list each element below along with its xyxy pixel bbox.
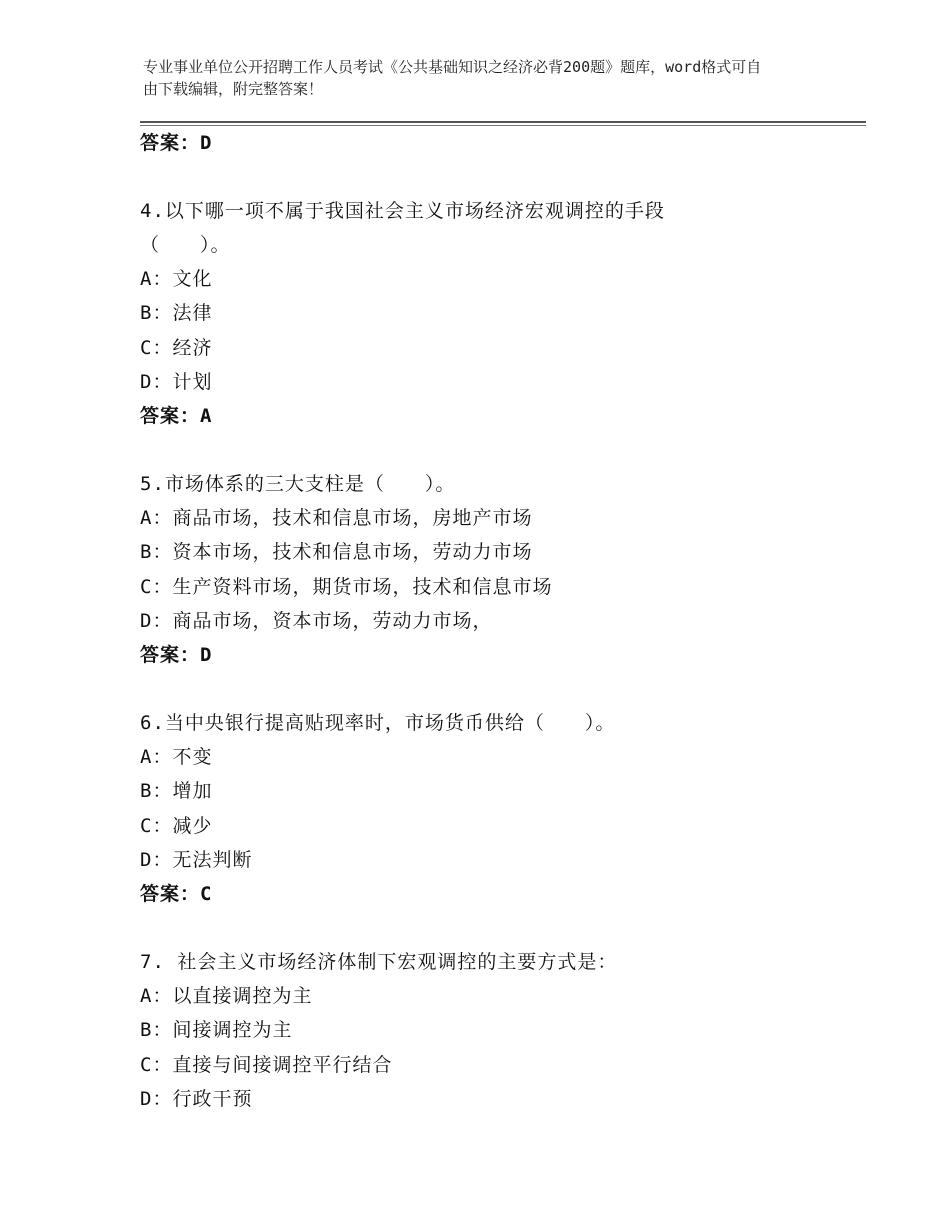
- option-line: A：不变: [140, 746, 213, 768]
- option-line: D：商品市场，资本市场，劳动力市场，: [140, 610, 493, 632]
- option-line: B：间接调控为主: [140, 1019, 293, 1041]
- option-line: D：无法判断: [140, 849, 253, 871]
- option-line: B：资本市场，技术和信息市场，劳动力市场: [140, 541, 533, 563]
- header-divider-thin: [140, 125, 866, 126]
- answer-line: 答案：A: [140, 405, 213, 427]
- question-line: 7. 社会主义市场经济体制下宏观调控的主要方式是：: [140, 951, 618, 973]
- answer-line: 答案：D: [140, 132, 213, 154]
- question-line: 5.市场体系的三大支柱是（ ）。: [140, 473, 456, 495]
- option-line: A：以直接调控为主: [140, 985, 313, 1007]
- option-line: C：减少: [140, 815, 213, 837]
- option-line: C：经济: [140, 337, 213, 359]
- answer-line: 答案：D: [140, 644, 213, 666]
- option-line: B：法律: [140, 302, 213, 324]
- answer-line: 答案：C: [140, 883, 213, 905]
- option-line: C：生产资料市场，期货市场，技术和信息市场: [140, 576, 553, 598]
- question-line: 6.当中央银行提高贴现率时，市场货币供给（ ）。: [140, 712, 616, 734]
- option-line: B：增加: [140, 780, 213, 802]
- option-line: D：行政干预: [140, 1088, 253, 1110]
- question-line: 4.以下哪一项不属于我国社会主义市场经济宏观调控的手段: [140, 200, 665, 222]
- document-header: 专业事业单位公开招聘工作人员考试《公共基础知识之经济必背200题》题库，word格式可自由下载编辑，附完整答案！: [143, 58, 762, 98]
- option-line: C：直接与间接调控平行结合: [140, 1054, 393, 1076]
- header-divider-thick: [140, 121, 866, 123]
- option-line: A：文化: [140, 268, 213, 290]
- option-line: A：商品市场，技术和信息市场，房地产市场: [140, 507, 533, 529]
- option-line: D：计划: [140, 371, 213, 393]
- question-line: （ ）。: [140, 234, 231, 256]
